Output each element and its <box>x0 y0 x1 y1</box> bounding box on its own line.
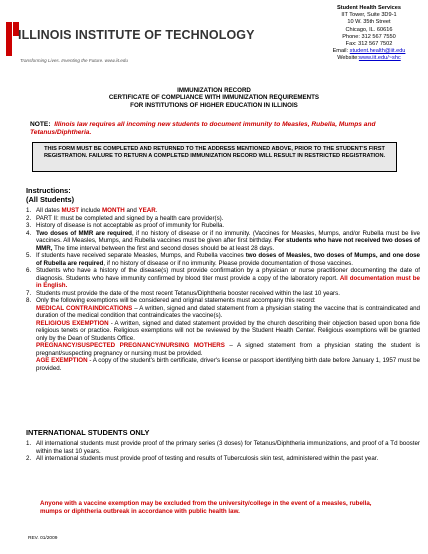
list-item: 2. PART II: must be completed and signed by a health care provider(s). <box>26 214 224 222</box>
title-line-3: FOR INSTITUTIONS OF HIGHER EDUCATION IN ILLINOIS <box>130 101 298 109</box>
international-list <box>26 440 420 463</box>
fax: Fax: 312 567 7502 <box>345 41 393 48</box>
website-label: Website: <box>337 55 359 62</box>
contact-block <box>315 5 423 63</box>
registration-warning-box: THIS FORM MUST BE COMPLETED AND RETURNED TO THE ADDRESS MENTIONED ABOVE, PRIOR TO THE STUDENT'S FIRST REGISTRATION. FAILURE TO RETURN A COMPLETED IMMUNIZATION RECORD WILL RESULT IN RESTRICTED REGISTRATION. <box>32 142 397 172</box>
list-item: 1. All international students must provide proof of the primary series (3 doses) for Tetanus/Diphtheria immunizations, and proof of a Td booster within the last 10 years. <box>26 440 420 455</box>
title-line-1: IMMUNIZATION RECORD <box>177 87 251 94</box>
list-item: 2. All international students must provide proof of testing and results of Tuberculosis skin test, administered within the past year. <box>26 455 379 462</box>
note-label: NOTE: <box>30 121 51 128</box>
exemption-footnote: Anyone with a vaccine exemption may be excluded from the university/college in the event of a measles, rubella, mumps or diphtheria outbreak in accordance with public health law. <box>40 500 372 515</box>
instructions-heading: Instructions: <box>26 186 71 195</box>
logo-tagline: Transforming Lives. Inventing the Future. www.iit.edu <box>20 58 128 63</box>
international-heading: INTERNATIONAL STUDENTS ONLY <box>26 428 150 437</box>
note <box>30 121 410 137</box>
address-line-1: IIT Tower, Suite 3D9-1 <box>341 12 397 19</box>
list-item: 4. Two doses of MMR are required, if no history of disease or if no immunity. (Vaccines for Measles, Mumps, and/or Rubella must be live vaccines. All Measles, Mumps, and Rubella vaccines must be given after first birthday. For students who have not received two doses of MMR, The time interval between the first and second doses should be at least 28 days. <box>26 229 420 252</box>
list-item: 6. Students who have a history of the disease(s) must provide confirmation by a physician or nurse practitioner documenting the date of diagnosis. Students who have immunity confirmed by blood titer must provide a copy of the laboratory report. All documentation must be in English. <box>26 267 420 289</box>
list-item: 1. All dates MUST include MONTH and YEAR. <box>26 207 158 214</box>
exemption-item: PREGNANCY/SUSPECTED PREGNANCY/NURSING MOTHERS – A signed statement from a physician stating the student is pregnant/suspecting pregnancy or nursing must be provided. <box>36 342 421 357</box>
email-link[interactable]: student.health@iit.edu <box>349 48 406 55</box>
phone: Phone: 312 567 7550 <box>342 33 396 40</box>
list-item: 7. Students must provide the date of the most recent Tetanus/Diphtheria booster received within the last 10 years. <box>26 289 340 297</box>
exemption-item: RELIGIOUS EXEMPTION - A written, signed and dated statement provided by the church describing their objection based upon bona fide religious tenets or practice. Religious exemptions will not be reviewed by the Student Health Center. Religious exemptions will be granted only by the Dean of Students Office. <box>36 319 420 342</box>
exemption-item: AGE EXEMPTION - A copy of the student's birth certificate, driver's license or passport identifying birth date before January 1, 1957 must be provided. <box>36 357 420 372</box>
email-label: Email: <box>332 48 349 55</box>
revision-label: REV. 01/2009 <box>28 536 58 541</box>
list-item: 5. If students have received separate Measles, Mumps, and Rubella vaccines two doses of Measles, two doses of Mumps, and one dose of Rubella are required, if no history of disease or if no immunity. Please provide documentation of those vaccines. <box>26 252 421 267</box>
instructions-subheading: (All Students) <box>26 195 75 204</box>
title-line-2: CERTIFICATE OF COMPLIANCE WITH IMMUNIZATION REQUIREMENTS <box>108 94 320 102</box>
institution-logo <box>6 22 255 66</box>
office-name: Student Health Services <box>336 5 402 11</box>
instructions-list <box>26 207 420 372</box>
list-item: 8. Only the following exemptions will be considered and original statements must accompany this record: <box>26 297 316 304</box>
logo-name: ILLINOIS INSTITUTE OF TECHNOLOGY <box>18 28 255 42</box>
document-title <box>0 87 428 109</box>
note-text: Illinois law requires all incoming new students to document immunity to Measles, Rubella, Mumps and Tetanus/Diphtheria. <box>30 121 376 136</box>
address-line-2: 10 W. 35th Street <box>347 19 391 26</box>
website-link[interactable]: www.iit.edu/~shc <box>358 55 401 62</box>
list-item: 3. History of disease is not acceptable as proof of immunity for Rubella. <box>26 222 225 229</box>
exemption-item: MEDICAL CONTRAINDICATIONS – A written, signed and dated statement from a physician stating the vaccine that is contraindicated and duration of the medical condition that contraindicates the vaccine(s). <box>36 304 420 319</box>
address-line-3: Chicago, IL. 60616 <box>345 26 393 33</box>
